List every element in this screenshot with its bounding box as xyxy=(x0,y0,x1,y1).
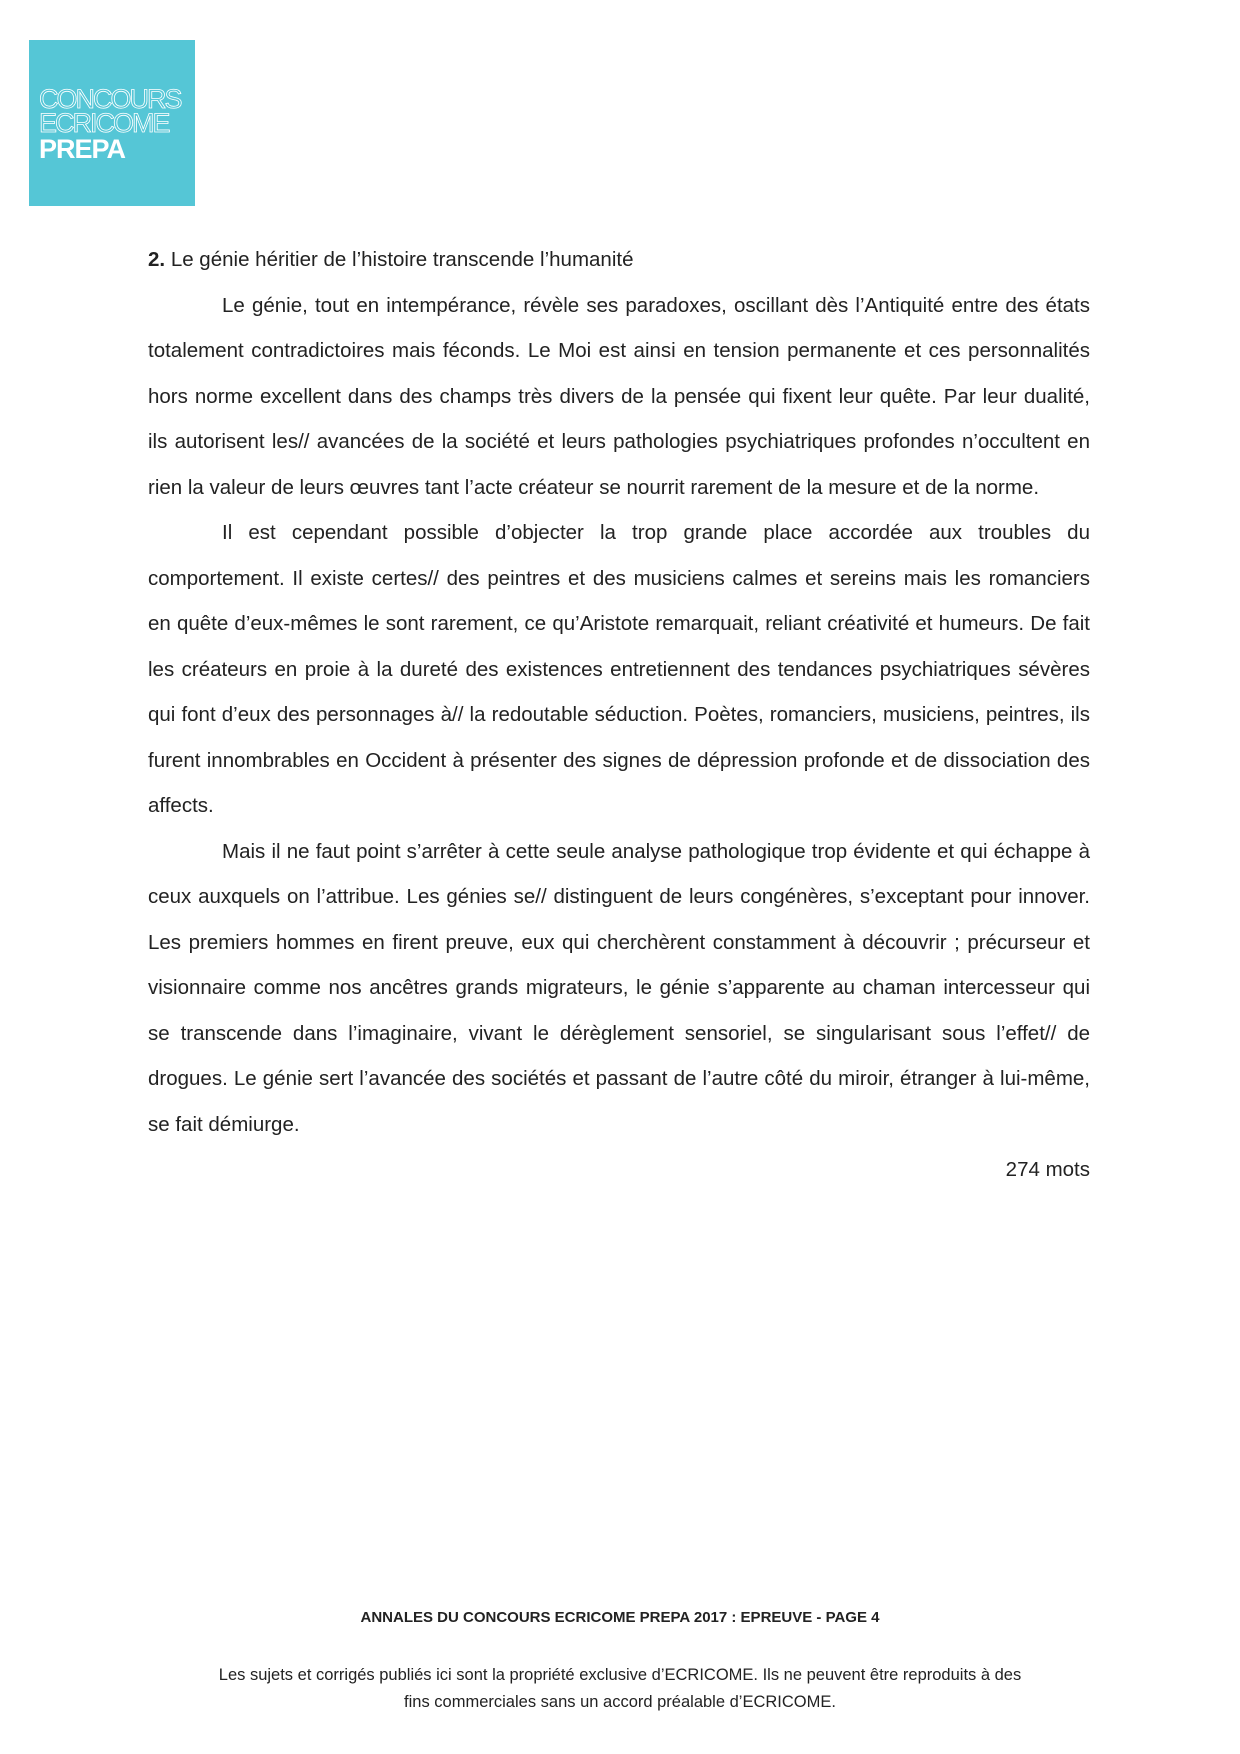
section-number: 2. xyxy=(148,248,166,271)
footer-note-line-2: fins commerciales sans un accord préalable d’ECRICOME. xyxy=(404,1693,836,1711)
section-title: Le génie héritier de l’histoire transcende l’humanité xyxy=(170,248,634,271)
ecricome-logo xyxy=(29,40,195,206)
footer-title: ANNALES DU CONCOURS ECRICOME PREPA 2017 : EPREUVE - PAGE 4 xyxy=(360,1609,880,1626)
logo-line-concours: CONCOURS xyxy=(39,84,181,114)
document-body xyxy=(148,237,1090,1193)
logo-line-ecricome: ECRICOME xyxy=(39,108,169,138)
logo-line-prepa: PREPA xyxy=(39,134,126,164)
paragraph-2: Il est cependant possible d’objecter la trop grande place accordée aux troubles du comportement. Il existe certes// des peintres et des musiciens calmes et sereins mais les romanciers en quête d’eux-mêmes le sont rarement, ce qu’Aristote remarquait, reliant créativité et humeurs. De fait les créateurs en proie à la dureté des existences entretiennent des tendances psychiatriques sévères qui font d’eux des personnages à// la redoutable séduction. Poètes, romanciers, musiciens, peintres, ils furent innombrables en Occident à présenter des signes de dépression profonde et de dissociation des affects. xyxy=(148,521,1090,817)
paragraph-3: Mais il ne faut point s’arrêter à cette seule analyse pathologique trop évidente et qui échappe à ceux auxquels on l’attribue. Les génies se// distinguent de leurs congénères, s’exceptant pour innover. Les premiers hommes en firent preuve, eux qui cherchèrent constamment à découvrir ; précurseur et visionnaire comme nos ancêtres grands migrateurs, le génie s’apparente au chaman intercesseur qui se transcende dans l’imaginaire, vivant le dérèglement sensoriel, se singularisant sous l’effet// de drogues. Le génie sert l’avancée des sociétés et passant de l’autre côté du miroir, étranger à lui-même, se fait démiurge. xyxy=(148,839,1090,1136)
footer-note-line-1: Les sujets et corrigés publiés ici sont la propriété exclusive d’ECRICOME. Ils ne peuvent être reproduits à des xyxy=(218,1666,1022,1684)
section-heading xyxy=(148,237,1090,283)
word-count: 274 mots xyxy=(1005,1158,1090,1181)
paragraph-1: Le génie, tout en intempérance, révèle ses paradoxes, oscillant dès l’Antiquité entre des états totalement contradictoires mais féconds. Le Moi est ainsi en tension permanente et ces personnalités hors norme excellent dans des champs très divers de la pensée qui fixent leur quête. Par leur dualité, ils autorisent les// avancées de la société et leurs pathologies psychiatriques profondes n’occultent en rien la valeur de leurs œuvres tant l’acte créateur se nourrit rarement de la mesure et de la norme. xyxy=(148,293,1090,499)
footer-copyright-note xyxy=(140,1662,1100,1716)
